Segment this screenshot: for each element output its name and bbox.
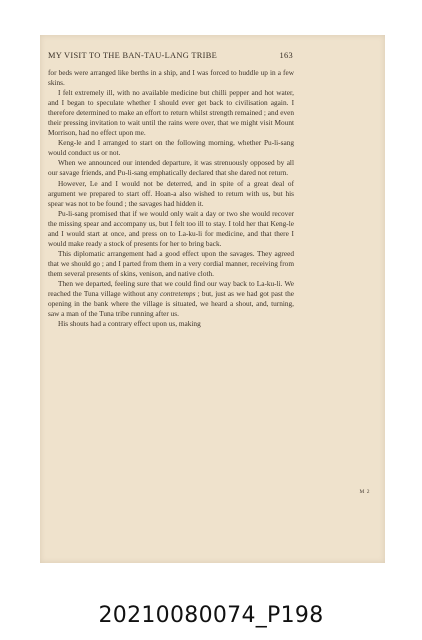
italic-phrase: contretemps (160, 289, 196, 299)
paragraph-text-start: Then we departed, feeling sure that we could find our way back to La-ku-li. We reached the Tuna village without any (48, 278, 294, 299)
paragraph: Keng-le and I arranged to start on the following morning, whether Pu-li-sang would conduct us or not. (48, 138, 294, 158)
paragraph: I felt extremely ill, with no available medicine but chilli pepper and hot water, and I began to speculate whether I should ever get back to civilisation again. I therefore determined to make an effort to return whilst strength remained ; and even their pressing invitation to wait until the rains were over, that we might visit Mount Morrison, had no effect upon me. (48, 88, 294, 138)
running-header (48, 51, 293, 60)
image-caption: 20210080074_P198 (98, 603, 324, 628)
paragraph: When we announced our intended departure, it was strenuously opposed by all our savage friends, and Pu-li-sang emphatically declared that she dared not return. (48, 158, 294, 178)
paragraph (48, 279, 294, 319)
signature-mark: M 2 (359, 489, 370, 495)
paragraph-text-end: ; but, just as we had got past the opening in the bank where the village is situated, we heard a shout, and, turning, saw a man of the Tuna tribe running after us. (48, 289, 294, 319)
paragraph: However, Le and I would not be deterred, and in spite of a great deal of argument we prepared to start off. Hoan-a also wished to return with us, but his spear was not to be found ; the savages had hidden it. (48, 178, 294, 208)
body-text (48, 68, 294, 329)
paragraph: His shouts had a contrary effect upon us, making (58, 319, 201, 329)
paragraph-continuation: for beds were arranged like berths in a ship, and I was forced to huddle up in a few skins. (48, 68, 294, 88)
running-title: MY VISIT TO THE BAN-TAU-LANG TRIBE (48, 51, 218, 60)
paragraph: This diplomatic arrangement had a good effect upon the savages. They agreed that we should go ; and I parted from them in a very cordial manner, receiving from them several presents of skins, venison, and native cloth. (48, 248, 294, 278)
paragraph: Pu-li-sang promised that if we would only wait a day or two she would recover the missing spear and accompany us, but I felt too ill to stay. I told her that Keng-le and I would start at once, and press on to La-ku-li for medicine, and that there I would make ready a stock of presents for her to bring back. (48, 208, 294, 248)
page-number: 163 (279, 51, 293, 60)
